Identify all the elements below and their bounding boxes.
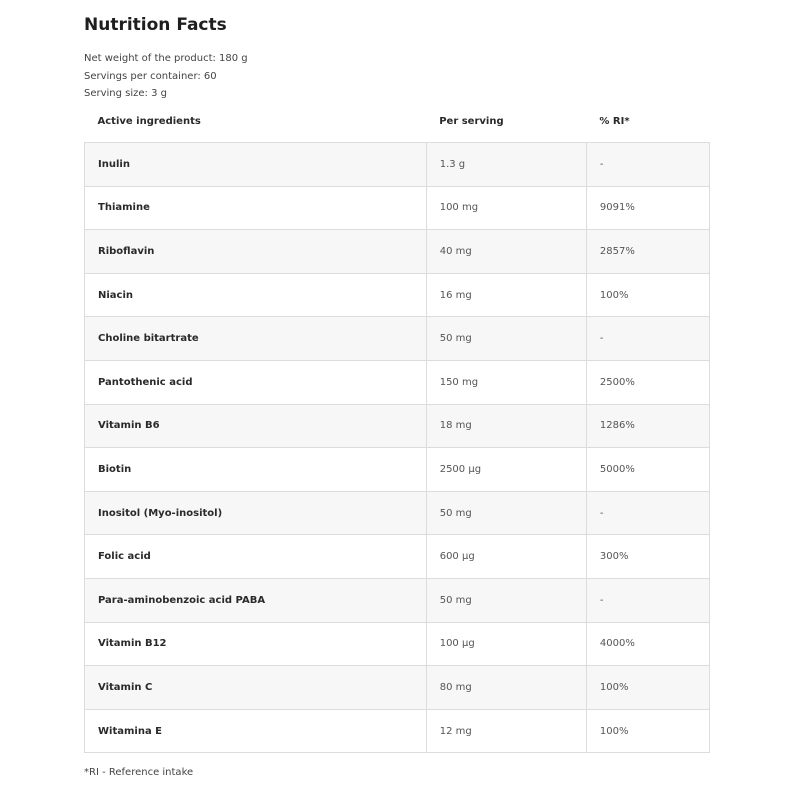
ingredient-name: Inositol (Myo-inositol) xyxy=(85,491,427,535)
footnote: *RI - Reference intake xyxy=(84,767,194,778)
table-row xyxy=(85,360,710,404)
ri-value: 100% xyxy=(586,273,709,317)
ri-value: 1286% xyxy=(586,404,709,448)
ingredient-name: Choline bitartrate xyxy=(85,317,427,361)
nutrition-table xyxy=(84,100,710,753)
ingredient-name: Pantothenic acid xyxy=(85,360,427,404)
per-serving-value: 12 mg xyxy=(426,709,586,753)
ingredient-name: Vitamin B12 xyxy=(85,622,427,666)
ri-value: 100% xyxy=(586,709,709,753)
ri-value: - xyxy=(586,317,709,361)
table-header-row xyxy=(85,100,710,143)
ingredient-name: Vitamin C xyxy=(85,666,427,710)
per-serving-value: 50 mg xyxy=(426,578,586,622)
per-serving-value: 80 mg xyxy=(426,666,586,710)
ri-value: 2857% xyxy=(586,230,709,274)
table-row xyxy=(85,578,710,622)
table-row xyxy=(85,709,710,753)
table-row xyxy=(85,622,710,666)
ingredient-name: Biotin xyxy=(85,448,427,492)
per-serving-value: 40 mg xyxy=(426,230,586,274)
servings-per-container: Servings per container: 60 xyxy=(84,70,217,82)
ri-value: 100% xyxy=(586,666,709,710)
table-row xyxy=(85,491,710,535)
ri-value: 2500% xyxy=(586,360,709,404)
ri-value: 9091% xyxy=(586,186,709,230)
header-active-ingredients: Active ingredients xyxy=(97,115,201,127)
ingredient-name: Niacin xyxy=(85,273,427,317)
per-serving-value: 2500 µg xyxy=(426,448,586,492)
table-row xyxy=(85,186,710,230)
serving-size: Serving size: 3 g xyxy=(84,88,167,99)
table-row xyxy=(85,143,710,187)
ri-value: - xyxy=(586,143,709,187)
ingredient-name: Para-aminobenzoic acid PABA xyxy=(85,578,427,622)
table-row xyxy=(85,230,710,274)
ri-value: 5000% xyxy=(586,448,709,492)
per-serving-value: 600 µg xyxy=(426,535,586,579)
ingredient-name: Thiamine xyxy=(85,186,427,230)
per-serving-value: 100 µg xyxy=(426,622,586,666)
table-row xyxy=(85,273,710,317)
table-body xyxy=(85,143,710,753)
table-row xyxy=(85,317,710,361)
ingredient-name: Riboflavin xyxy=(85,230,427,274)
product-meta xyxy=(84,50,248,103)
table-row xyxy=(85,535,710,579)
per-serving-value: 16 mg xyxy=(426,273,586,317)
ingredient-name: Inulin xyxy=(85,143,427,187)
header-ri: % RI* xyxy=(599,115,630,127)
table-row xyxy=(85,448,710,492)
ri-value: - xyxy=(586,491,709,535)
ingredient-name: Vitamin B6 xyxy=(85,404,427,448)
ri-value: - xyxy=(586,578,709,622)
per-serving-value: 150 mg xyxy=(426,360,586,404)
ri-value: 300% xyxy=(586,535,709,579)
table-row xyxy=(85,404,710,448)
page-title: Nutrition Facts xyxy=(84,15,227,35)
ingredient-name: Witamina E xyxy=(85,709,427,753)
net-weight: Net weight of the product: 180 g xyxy=(84,53,248,64)
ri-value: 4000% xyxy=(586,622,709,666)
per-serving-value: 50 mg xyxy=(426,317,586,361)
per-serving-value: 1.3 g xyxy=(426,143,586,187)
table-row xyxy=(85,666,710,710)
per-serving-value: 100 mg xyxy=(426,186,586,230)
header-per-serving: Per serving xyxy=(439,115,504,127)
per-serving-value: 50 mg xyxy=(426,491,586,535)
per-serving-value: 18 mg xyxy=(426,404,586,448)
ingredient-name: Folic acid xyxy=(85,535,427,579)
